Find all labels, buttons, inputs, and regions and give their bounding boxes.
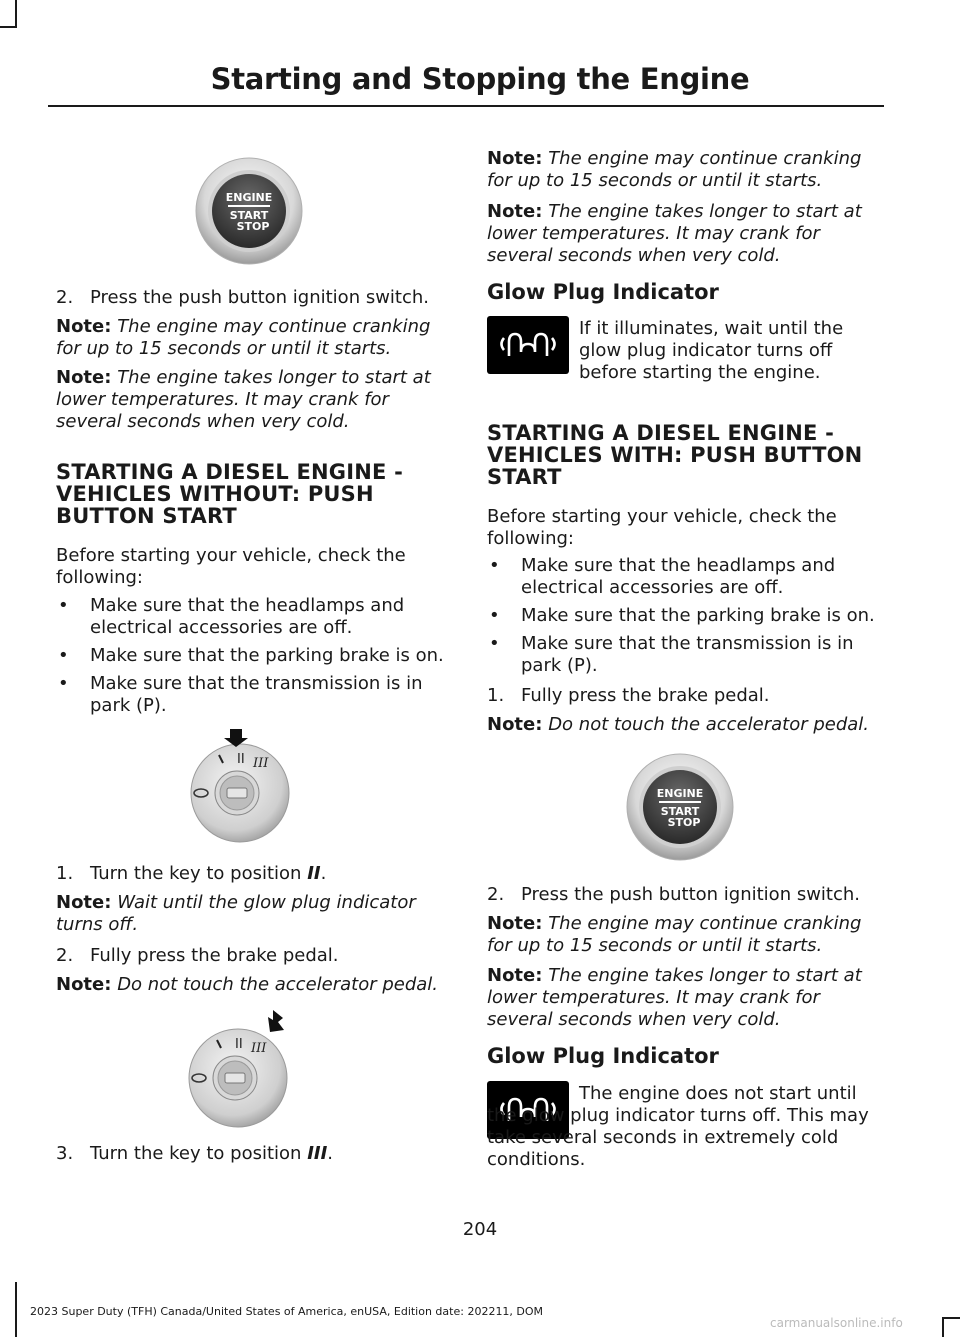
step: 3. Turn the key to position III. [56,1143,334,1164]
ignition-key-cylinder-icon [180,1008,305,1130]
note: Note: Do not touch the accelerator pedal. [487,714,870,735]
glow-plug-heading: Glow Plug Indicator [487,1044,719,1068]
svg-text:II: II [235,1037,243,1052]
svg-text:II: II [237,752,245,767]
step: 1. Turn the key to position II. [56,863,327,884]
crop-mark [942,1317,960,1319]
page-number: 204 [462,1219,498,1240]
button-text-engine: ENGINE [656,787,704,800]
ignition-key-cylinder-icon [185,725,295,845]
watermark: carmanualsonline.info [770,1316,903,1330]
note: Note: Wait until the glow plug indicator turns off. [56,892,416,935]
intro-text: Before starting your vehicle, check the following: [487,506,837,549]
note: Note: The engine takes longer to start at lower temperatures. It may crank for several seconds when very cold. [487,965,862,1030]
crop-mark [0,26,17,28]
button-text-stop: STOP [667,816,701,829]
glow-plug-heading: Glow Plug Indicator [487,280,719,304]
section-heading: STARTING A DIESEL ENGINE - VEHICLES WITH: PUSH BUTTON START [487,421,863,489]
section-heading: STARTING A DIESEL ENGINE - VEHICLES WITHOUT: PUSH BUTTON START [56,460,403,528]
crop-mark [15,0,17,26]
page-title: Starting and Stopping the Engine [210,62,750,96]
note: Note: The engine takes longer to start at lower temperatures. It may crank for several seconds when very cold. [487,201,862,266]
engine-start-stop-button-icon [195,157,303,265]
button-text-start: START [229,209,269,222]
engine-start-stop-button-icon [626,753,734,861]
glow-plug-text: If it illuminates, wait until the glow plug indicator turns off before starting the engine. [579,318,844,383]
list-item: • Make sure that the transmission is in park (P). [58,673,423,716]
header-rule [48,105,884,107]
button-text-start: START [660,805,700,818]
svg-text:III: III [253,756,269,771]
list-item: • Make sure that the headlamps and electrical accessories are off. [58,595,405,638]
crop-mark [942,1317,944,1337]
step: 2. Press the push button ignition switch. [56,287,430,308]
button-text-engine: ENGINE [225,191,273,204]
edition-info: 2023 Super Duty (TFH) Canada/United States of America, enUSA, Edition date: 202211, DOM [30,1305,544,1318]
button-text-stop: STOP [236,220,270,233]
note: Note: The engine may continue cranking for up to 15 seconds or until it starts. [56,316,431,359]
glow-plug-text: The engine does not start until the glow plug indicator turns off. This may take several seconds in extremely cold conditions. [487,1083,869,1170]
crop-mark [15,1282,17,1337]
list-item: • Make sure that the headlamps and electrical accessories are off. [489,555,836,598]
intro-text: Before starting your vehicle, check the following: [56,545,406,588]
list-item: • Make sure that the parking brake is on. [58,645,444,666]
list-item: • Make sure that the transmission is in park (P). [489,633,854,676]
glow-plug-indicator-icon [487,316,569,374]
step: 2. Press the push button ignition switch. [487,884,861,905]
note: Note: The engine may continue cranking for up to 15 seconds or until it starts. [487,148,862,191]
step: 2. Fully press the brake pedal. [56,945,339,966]
note: Note: The engine may continue cranking for up to 15 seconds or until it starts. [487,913,862,956]
list-item: • Make sure that the parking brake is on. [489,605,875,626]
svg-text:III: III [251,1041,267,1056]
note: Note: The engine takes longer to start at lower temperatures. It may crank for several seconds when very cold. [56,367,431,432]
note: Note: Do not touch the accelerator pedal. [56,974,439,995]
step: 1. Fully press the brake pedal. [487,685,770,706]
